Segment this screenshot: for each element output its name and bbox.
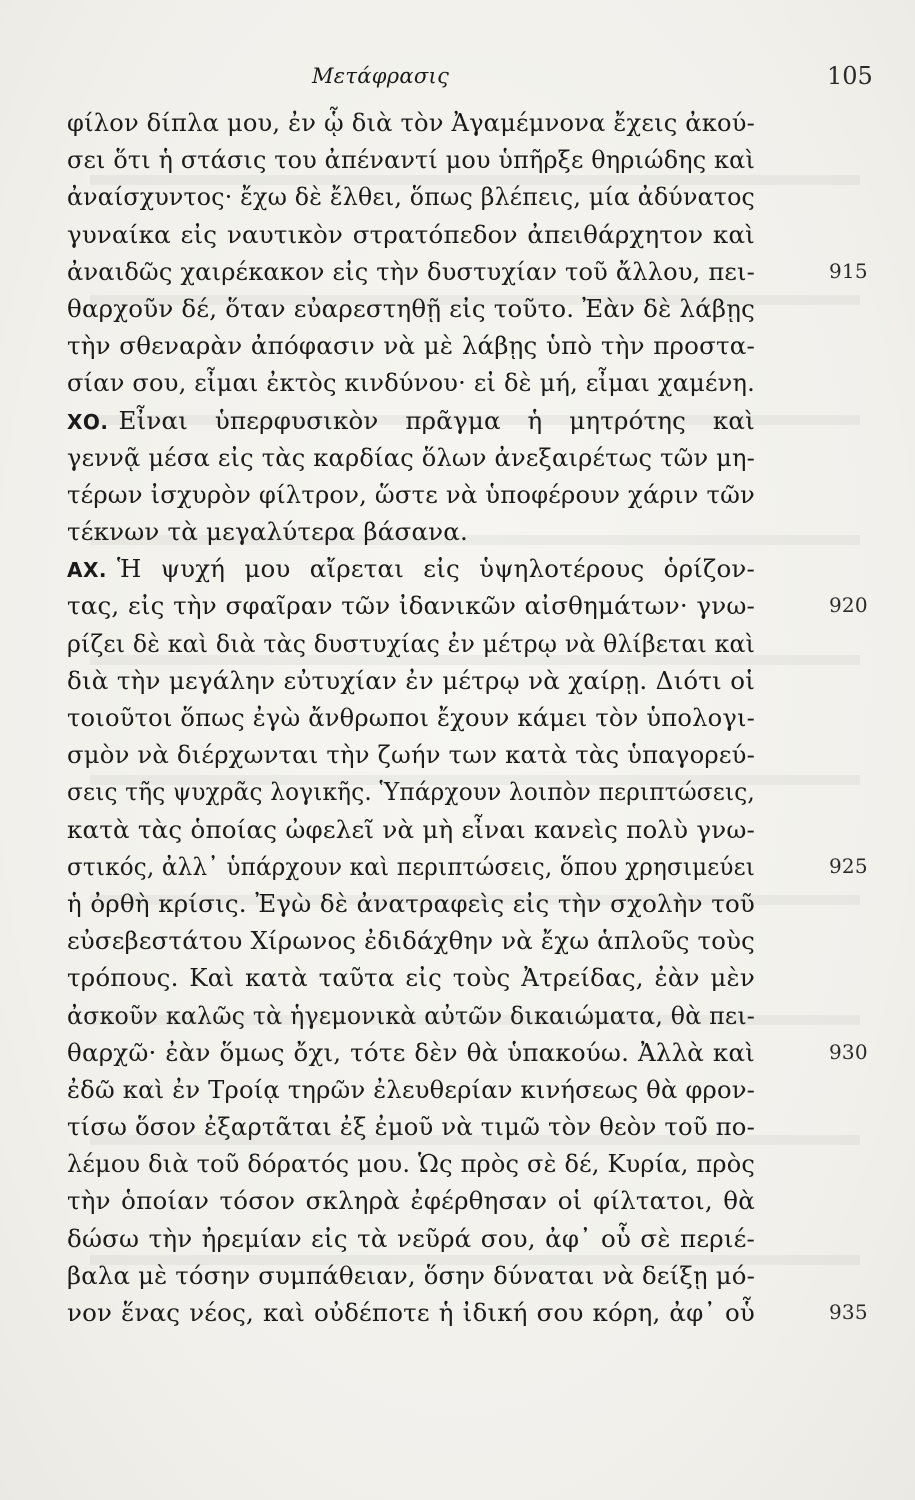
text-line — [67, 253, 868, 290]
main-text — [67, 104, 868, 1331]
line-number: 930 — [829, 1039, 868, 1064]
text-line — [67, 104, 767, 141]
text-line — [67, 402, 767, 439]
line-text: σίαν σου, εἶμαι ἐκτὸς κινδύνου· εἰ δὲ μή, εἶμαι χαμένη. — [67, 368, 755, 398]
line-text: δώσω τὴν ἠρεμίαν εἰς τὰ νεῦρά σου, ἀφ᾽ οὗ σὲ περιέ- — [67, 1223, 755, 1253]
line-text: στικός, ἀλλ᾽ ὑπάρχουν καὶ περιπτώσεις, ὅπου χρησιμεύει — [67, 851, 755, 881]
line-text: ρίζει δὲ καὶ διὰ τὰς δυστυχίας ἐν μέτρῳ νὰ θλίβεται καὶ — [67, 628, 755, 658]
line-text: κατὰ τὰς ὁποίας ὠφελεῖ νὰ μὴ εἶναι κανεὶς πολὺ γνω- — [67, 814, 755, 844]
line-text: ἀναιδῶς χαιρέκακον εἰς τὴν δυστυχίαν τοῦ ἄλλου, πει- — [67, 256, 755, 286]
line-text: λέμου διὰ τοῦ δόρατός μου. Ὡς πρὸς σὲ δέ, Κυρία, πρὸς — [67, 1149, 755, 1179]
line-text: σμὸν νὰ διέρχωνται τὴν ζωήν των κατὰ τὰς ὑπαγορεύ- — [67, 740, 755, 770]
page-number: 105 — [827, 62, 873, 90]
line-number: 915 — [829, 258, 868, 283]
text-line — [67, 550, 767, 587]
text-line — [67, 1294, 868, 1331]
text-line — [67, 699, 767, 736]
line-number: 925 — [829, 853, 868, 878]
text-line — [67, 885, 767, 922]
text-line — [67, 811, 767, 848]
text-line — [67, 773, 767, 810]
text-line — [67, 327, 767, 364]
line-text: γεννᾷ μέσα εἰς τὰς καρδίας ὅλων ἀνεξαιρέτως τῶν μη- — [67, 442, 755, 472]
line-text: θαρχῶ· ἐὰν ὅμως ὄχι, τότε δὲν θὰ ὑπακούω. Ἀλλὰ καὶ — [67, 1037, 755, 1067]
line-text: διὰ τὴν μεγάλην εὐτυχίαν ἐν μέτρῳ νὰ χαίρῃ. Διότι οἱ — [67, 665, 755, 695]
text-line — [67, 587, 868, 624]
speaker-label: ΑΧ. — [67, 558, 107, 583]
line-text: σει ὅτι ἡ στάσις του ἀπέναντί μου ὑπῆρξε θηριώδης καὶ — [67, 145, 755, 175]
line-text: τας, εἰς τὴν σφαῖραν τῶν ἰδανικῶν αἰσθημάτων· γνω- — [67, 591, 755, 621]
line-text: ἀσκοῦν καλῶς τὰ ἡγεμονικὰ αὐτῶν δικαιώματα, θὰ πει- — [67, 1000, 755, 1030]
line-text: τρόπους. Καὶ κατὰ ταῦτα εἰς τοὺς Ἀτρείδας, ἐὰν μὲν — [67, 963, 755, 993]
text-line — [67, 662, 767, 699]
text-line — [67, 1257, 767, 1294]
text-line — [67, 848, 868, 885]
line-text: φίλον δίπλα μου, ἐν ᾧ διὰ τὸν Ἀγαμέμνονα ἔχεις ἀκού- — [67, 108, 755, 137]
text-line — [67, 290, 767, 327]
text-line — [67, 959, 767, 996]
text-line — [67, 922, 767, 959]
line-text: σεις τῆς ψυχρᾶς λογικῆς. Ὑπάρχουν λοιπὸν περιπτώσεις, — [67, 777, 755, 807]
line-text: ἀναίσχυντος· ἔχω δὲ ἔλθει, ὅπως βλέπεις, μία ἀδύνατος — [67, 182, 755, 212]
line-text: θαρχοῦν δέ, ὅταν εὐαρεστηθῇ εἰς τοῦτο. Ἐὰν δὲ λάβῃς — [67, 293, 755, 323]
line-text: τὴν ὁποίαν τόσον σκληρὰ ἐφέρθησαν οἱ φίλτατοι, θὰ — [67, 1186, 755, 1216]
line-text: τέρων ἰσχυρὸν φίλτρον, ὥστε νὰ ὑποφέρουν χάριν τῶν — [67, 479, 755, 509]
text-line — [67, 476, 767, 513]
line-text: τοιοῦτοι ὅπως ἐγὼ ἄνθρωποι ἔχουν κάμει τὸν ὑπολογι- — [67, 703, 755, 732]
line-text: Εἶναι ὑπερφυσικὸν πρᾶγμα ἡ μητρότης καὶ — [118, 405, 755, 435]
text-line — [67, 178, 767, 215]
line-text: τὴν σθεναρὰν ἀπόφασιν νὰ μὲ λάβῃς ὑπὸ τὴν προστα- — [67, 331, 755, 361]
line-text: ἐδῶ καὶ ἐν Τροίᾳ τηρῶν ἐλευθερίαν κινήσεως θὰ φρον- — [67, 1074, 755, 1104]
text-line — [67, 439, 767, 476]
line-text: γυναίκα εἰς ναυτικὸν στρατόπεδον ἀπειθάρχητον καὶ — [67, 219, 755, 249]
text-line — [67, 364, 767, 401]
text-line — [67, 997, 767, 1034]
text-line — [67, 1182, 767, 1219]
text-line — [67, 216, 767, 253]
text-line — [67, 1071, 767, 1108]
line-number: 935 — [829, 1300, 868, 1324]
line-text: βαλα μὲ τόσην συμπάθειαν, ὅσην δύναται νὰ δείξῃ μό- — [67, 1260, 755, 1290]
line-text: νον ἕνας νέος, καὶ οὐδέποτε ἡ ἰδική σου κόρη, ἀφ᾽ οὗ — [67, 1298, 755, 1327]
text-line — [67, 736, 767, 773]
running-title: Μετάφρασις — [312, 64, 450, 88]
text-line — [67, 1108, 767, 1145]
line-text: Ἡ ψυχή μου αἴρεται εἰς ὑψηλοτέρους ὁρίζον- — [117, 554, 755, 584]
text-line — [67, 1034, 868, 1071]
line-text: τίσω ὅσον ἐξαρτᾶται ἐξ ἐμοῦ νὰ τιμῶ τὸν θεὸν τοῦ πο- — [67, 1112, 755, 1142]
page-header — [0, 62, 915, 92]
line-text: τέκνων τὰ μεγαλύτερα βάσανα. — [67, 517, 469, 547]
line-number: 920 — [829, 593, 868, 618]
text-line — [67, 141, 767, 178]
text-line — [67, 1145, 767, 1182]
line-text: ἡ ὀρθὴ κρίσις. Ἐγὼ δὲ ἀνατραφεὶς εἰς τὴν σχολὴν τοῦ — [67, 888, 755, 918]
line-text: εὐσεβεστάτου Χίρωνος ἐδιδάχθην νὰ ἔχω ἁπλοῦς τοὺς — [67, 926, 755, 956]
speaker-label: ΧΟ. — [67, 409, 109, 434]
text-line — [67, 625, 767, 662]
text-line — [67, 1220, 767, 1257]
text-line — [67, 513, 767, 550]
